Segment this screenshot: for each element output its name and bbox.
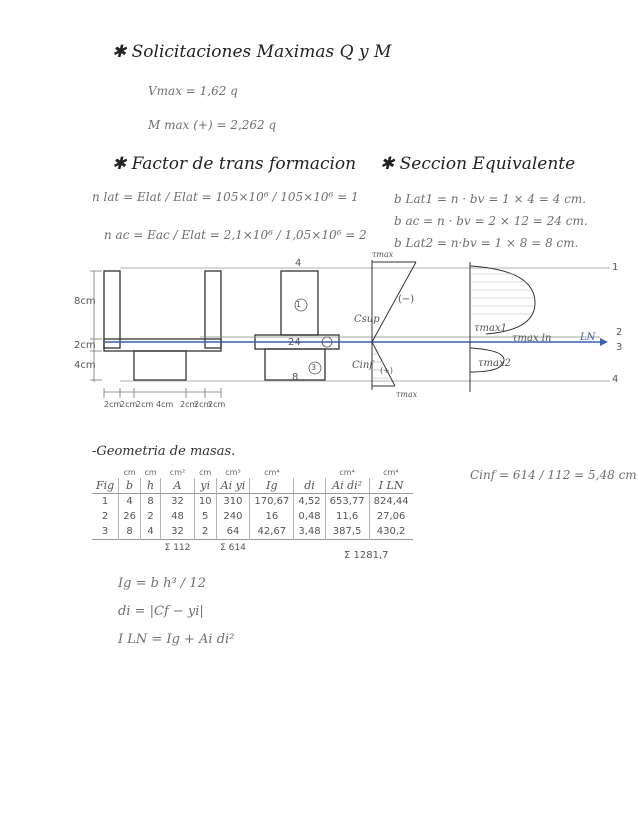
tau-max-ln-label: τmax ln — [512, 333, 552, 344]
b-lat2-formula: b Lat2 = n·bv = 1 × 8 = 8 cm. — [394, 236, 579, 250]
geometry-table — [92, 466, 413, 555]
tau-bottom-label: τmax — [396, 390, 418, 399]
bottom-dim-6: 2cm — [208, 400, 226, 409]
fiber-4-label: 4 — [612, 374, 619, 385]
fig3-label: 3 — [311, 363, 317, 372]
cinf-calculation: Cinf = 614 / 112 = 5,48 cm — [470, 468, 637, 482]
section-right-flange — [205, 271, 221, 348]
minus-sign: (−) — [398, 294, 415, 305]
bottom-dim-1: 2cm — [120, 400, 138, 409]
fiber-2-label: 2 — [616, 327, 623, 338]
heading-section: ✱ Seccion Equivalente — [380, 154, 576, 174]
formula-iln: I LN = Ig + Ai di² — [118, 632, 235, 647]
plus-sign: (+) — [380, 366, 393, 375]
table-header-row: Fig b h A yi Ai yi Ig di Ai di² I LN — [92, 478, 413, 494]
tau-max2-label: τmax2 — [478, 358, 511, 369]
heading-factor: ✱ Factor de trans formacion — [112, 154, 357, 174]
table-row: 2 26 2 48 5 240 16 0,48 11,6 27,06 — [92, 509, 413, 524]
formula-di: di = |Cf − yi| — [118, 604, 204, 619]
tau-top-label: τmax — [372, 250, 394, 259]
bottom-dim-3: 4cm — [156, 400, 174, 409]
fig1-label: 1 — [296, 300, 302, 309]
bottom-dim-2: 2cm — [136, 400, 154, 409]
fiber-3-label: 3 — [616, 342, 623, 353]
n-lat-formula: n lat = Elat / Elat = 105×10⁶ / 105×10⁶ = 1 — [92, 190, 359, 204]
fiber-1-label: 1 — [612, 262, 619, 273]
cinf-label: Cinf — [352, 360, 373, 371]
bottom-dim-4: 2cm — [180, 400, 198, 409]
n-ac-formula: n ac = Eac / Elat = 2,1×10⁶ / 1,05×10⁶ = 2 — [104, 228, 367, 242]
section-web — [104, 339, 221, 351]
sum-area: Σ 112 — [161, 540, 195, 556]
table-row: 3 8 4 32 2 64 42,67 3,48 387,5 430,2 — [92, 524, 413, 540]
height-2cm-label: 2cm — [74, 340, 96, 351]
equiv-width-top: 4 — [295, 258, 302, 269]
sum-area-y: Σ 614 — [216, 540, 250, 556]
equiv-width-mid: 24 — [288, 337, 301, 348]
vmax-formula: Vmax = 1,62 q — [148, 84, 238, 98]
ln-label: LN — [580, 332, 596, 343]
equiv-width-bottom: 8 — [292, 372, 299, 383]
geometry-title: -Geometria de masas. — [92, 444, 236, 459]
height-4cm-label: 4cm — [74, 360, 96, 371]
section-bottom-block — [134, 351, 186, 380]
b-lat1-formula: b Lat1 = n · bv = 1 × 4 = 4 cm. — [394, 192, 587, 206]
bottom-dim-0: 2cm — [104, 400, 122, 409]
csup-label: Csup — [354, 314, 380, 325]
formula-ig: Ig = b h³ / 12 — [118, 576, 206, 591]
tau-max1-label: τmax1 — [474, 323, 507, 334]
height-8cm-label: 8cm — [74, 296, 96, 307]
bottom-dim-5: 2cm — [194, 400, 212, 409]
mmax-formula: M max (+) = 2,262 q — [148, 118, 277, 132]
table-row: 1 4 8 32 10 310 170,67 4,52 653,77 824,44 — [92, 494, 413, 510]
sum-iln: Σ 1281,7 — [344, 550, 389, 561]
table-units-row: cm cm cm² cm cm³ cm⁴ cm⁴ cm⁴ — [123, 467, 399, 477]
b-ac-formula: b ac = n · bv = 2 × 12 = 24 cm. — [394, 214, 588, 228]
heading-max-loads: ✱ Solicitaciones Maximas Q y M — [112, 42, 392, 62]
section-left-flange — [104, 271, 120, 348]
